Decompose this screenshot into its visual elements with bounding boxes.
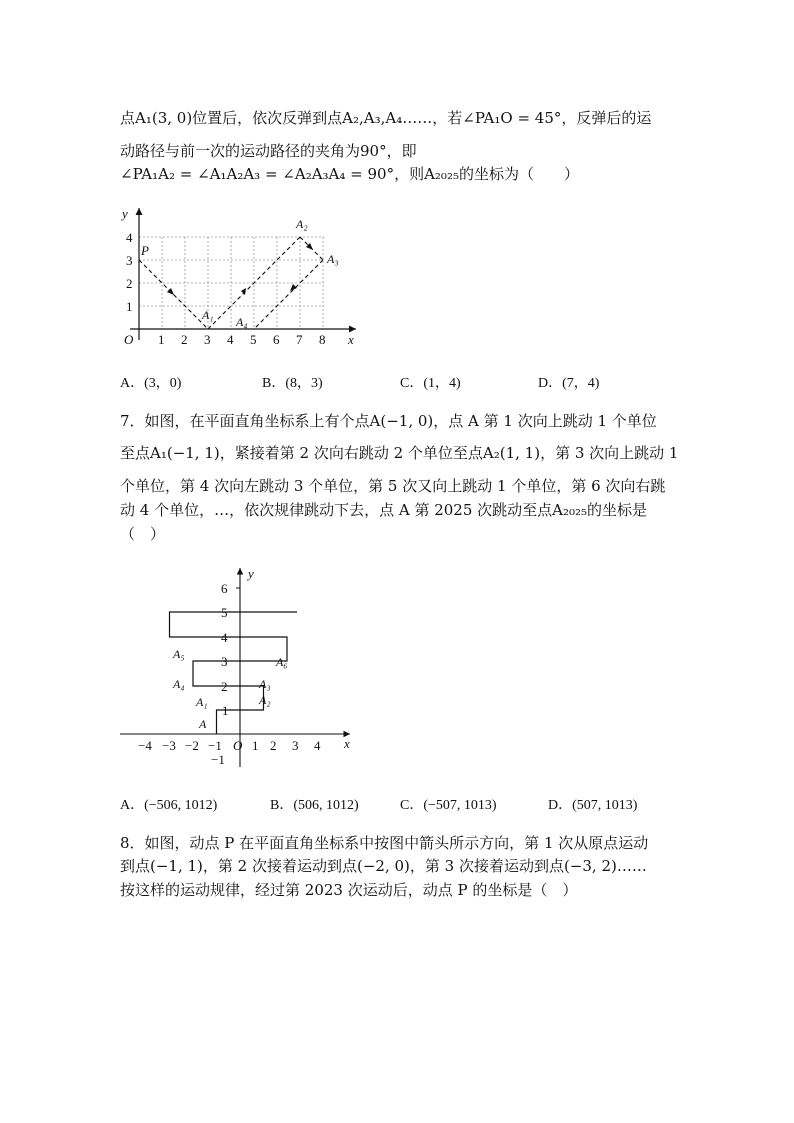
q6-y-tick: 3 — [126, 253, 133, 268]
q7-option-b: B．(506, 1012) — [270, 798, 359, 813]
q6-option-d: D．(7，4) — [538, 376, 600, 391]
q6-point-P: P — [141, 243, 149, 258]
q7-y-tick: 1 — [222, 703, 229, 718]
q7-x-tick: 4 — [314, 738, 321, 753]
q7-y-tick: 4 — [221, 630, 228, 645]
q7-option-c: C．(−507, 1013) — [400, 798, 497, 813]
q7-x-tick: 3 — [292, 738, 299, 753]
q7-line-3: 个单位，第 4 次向左跳动 3 个单位，第 5 次又向上跳动 1 个单位，第 6 次向右跳 — [120, 477, 666, 495]
q6-y-tick: 2 — [126, 276, 133, 291]
q7-jump-path — [170, 612, 298, 734]
q8-line-2: 到点(−1, 1)，第 2 次接着运动到点(−2, 0)，第 3 次接着运动到点(−3, 2)…… — [120, 857, 647, 875]
q7-line-4: 动 4 个单位，…，依次规律跳动下去，点 A 第 2025 次跳动至点A₂₀₂₅的坐标是 — [120, 501, 648, 519]
q6-point-A3: A₃ — [327, 252, 339, 266]
q7-line-5: （ ） — [120, 525, 166, 543]
q7-point-A5: A₅ — [173, 647, 185, 661]
q6-origin-label: O — [124, 332, 134, 347]
q7-x-tick: −1 — [208, 738, 222, 753]
q7-x-tick: 2 — [270, 738, 277, 753]
q6-option-b: B．(8，3) — [262, 376, 323, 391]
q6-x-tick: 5 — [250, 332, 257, 347]
q7-point-A6: A₆ — [276, 655, 288, 669]
q6-x-tick: 4 — [227, 332, 234, 347]
q7-option-a: A．(−506, 1012) — [120, 798, 218, 813]
q7-option-d: D．(507, 1013) — [548, 798, 638, 813]
q7-y-tick: 6 — [221, 581, 228, 596]
q7-origin-label: O — [233, 738, 243, 753]
q6-x-axis-label: x — [348, 332, 354, 347]
q7-point-A4: A₄ — [173, 677, 185, 691]
q6-point-A1: A₁ — [202, 308, 214, 322]
q7-line-2: 至点A₁(−1, 1)，紧接着第 2 次向右跳动 2 个单位至点A₂(1, 1)，第 3 次向上跳动 1 — [120, 444, 679, 462]
q6-x-tick: 1 — [158, 332, 165, 347]
q6-x-tick: 2 — [181, 332, 188, 347]
q6-x-tick: 8 — [319, 332, 326, 347]
q6-line-2: 动路径与前一次的运动路径的夹角为90°，即 — [120, 142, 417, 160]
q7-y-tick: −1 — [211, 752, 225, 767]
q6-x-tick: 7 — [296, 332, 303, 347]
q6-point-A4: A₄ — [236, 315, 248, 329]
q7-x-axis-label: x — [344, 736, 350, 751]
q7-y-tick: 5 — [221, 605, 228, 620]
q6-figure — [118, 200, 368, 350]
q7-x-tick: 1 — [252, 738, 259, 753]
q7-y-tick: 2 — [221, 679, 228, 694]
q7-y-tick: 3 — [221, 654, 228, 669]
q6-option-a: A．(3，0) — [120, 376, 182, 391]
q6-x-tick: 3 — [204, 332, 211, 347]
q7-point-A1: A₁ — [196, 695, 208, 709]
q6-point-A2: A₂ — [296, 217, 308, 231]
q7-x-tick: −4 — [138, 738, 152, 753]
q8-line-3: 按这样的运动规律，经过第 2023 次运动后，动点 P 的坐标是（ ） — [120, 881, 578, 899]
q6-grid — [139, 237, 324, 329]
q7-point-A: A — [199, 717, 207, 731]
q6-direction-arrows — [167, 243, 313, 295]
q6-y-axis-label: y — [122, 206, 128, 221]
q7-x-tick: −2 — [185, 738, 199, 753]
q7-y-axis-label: y — [248, 566, 254, 581]
q6-y-tick: 1 — [126, 299, 133, 314]
q7-x-tick: −3 — [162, 738, 176, 753]
q8-line-1: 8．如图，动点 P 在平面直角坐标系中按图中箭头所示方向，第 1 次从原点运动 — [120, 834, 649, 852]
q6-x-tick: 6 — [273, 332, 280, 347]
q6-line-3: ∠PA₁A₂ = ∠A₁A₂A₃ = ∠A₂A₃A₄ = 90°，则A₂₀₂₅的坐标为（ ） — [120, 165, 579, 183]
q6-option-c: C．(1，4) — [400, 376, 461, 391]
q7-point-A2: A₂ — [259, 693, 271, 707]
q6-y-tick: 4 — [126, 230, 133, 245]
q6-line-1: 点A₁(3, 0)位置后，依次反弹到点A₂,A₃,A₄……，若∠PA₁O = 45°，反弹后的运 — [120, 109, 652, 127]
q7-line-1: 7．如图，在平面直角坐标系上有个点A(−1, 0)，点 A 第 1 次向上跳动 1 个单位 — [120, 412, 657, 430]
q7-point-A3: A₃ — [259, 677, 271, 691]
q7-figure — [118, 562, 368, 772]
